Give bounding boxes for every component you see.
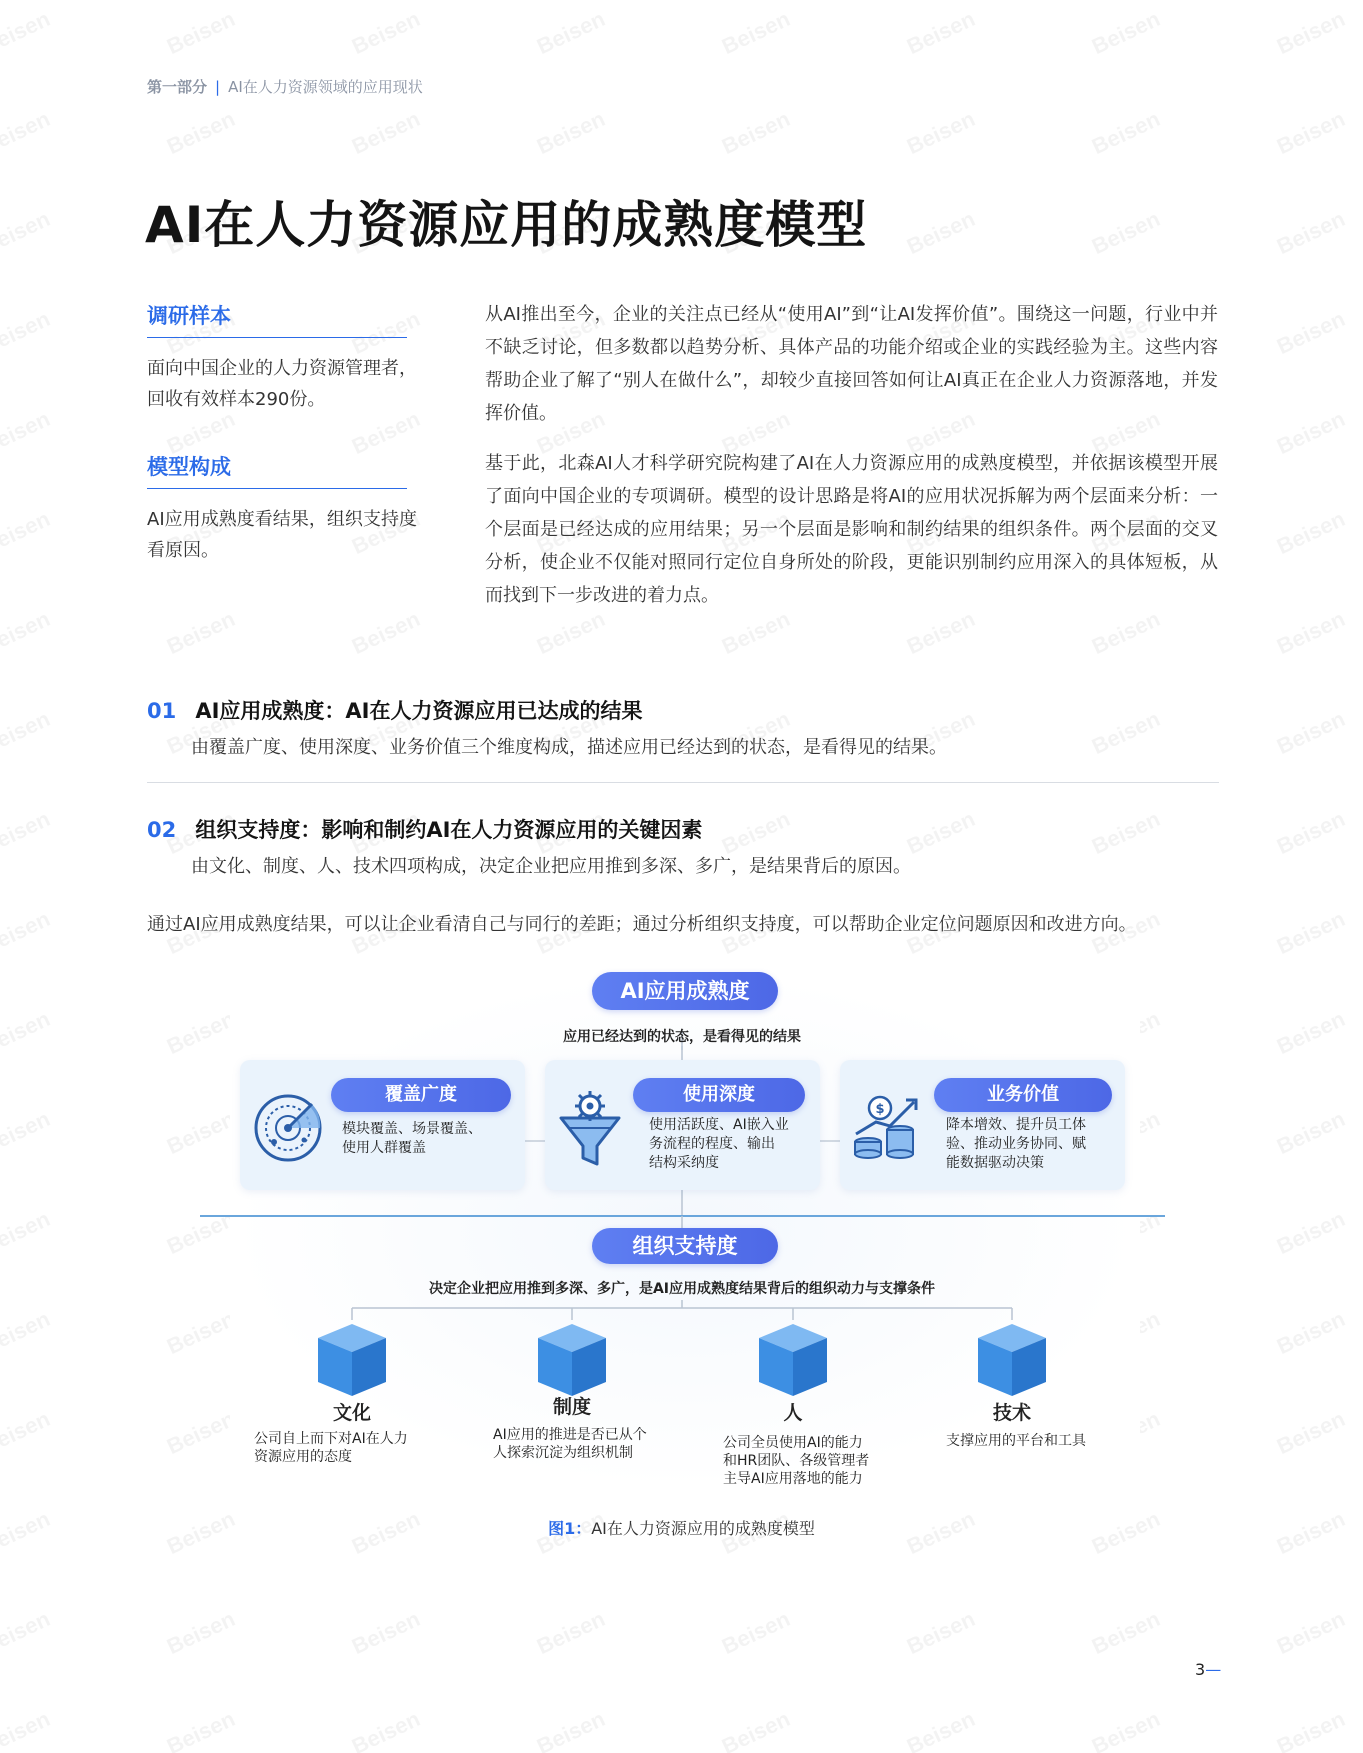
watermark-logo (533, 6, 609, 60)
watermark-logo (0, 206, 54, 260)
card-line: 使用活跃度、AI嵌入业 (649, 1117, 789, 1133)
watermark-logo (1273, 1706, 1349, 1753)
card-text (649, 1116, 789, 1173)
watermark-logo (1088, 1606, 1164, 1660)
figure-label: 图1： (548, 1519, 592, 1538)
pillar-line: 人探索沉淀为组织机制 (493, 1445, 633, 1461)
pillar-line: AI应用的推进是否已从个 (493, 1427, 647, 1443)
ai-maturity-pill: AI应用成熟度 (592, 972, 778, 1010)
breadcrumb-divider: | (215, 78, 221, 96)
sidebar-divider (147, 488, 407, 489)
watermark-logo (1273, 206, 1349, 260)
card-title: 使用深度 (633, 1078, 805, 1112)
watermark-logo (348, 106, 424, 160)
cube-icon (972, 1320, 1052, 1400)
watermark-logo (163, 606, 239, 660)
watermark-logo (0, 806, 54, 860)
watermark-logo (533, 1706, 609, 1753)
summary-text: 通过AI应用成熟度结果，可以让企业看清自己与同行的差距；通过分析组织支持度，可以帮助企业定位问题原因和改进方向。 (147, 914, 1137, 935)
watermark-logo (533, 106, 609, 160)
watermark-logo (0, 506, 54, 560)
watermark-logo (1273, 1606, 1349, 1660)
card-value (840, 1060, 1125, 1190)
section-title: AI应用成熟度：AI在人力资源应用已达成的结果 (195, 699, 643, 723)
pillar-title: 制度 (552, 1396, 591, 1418)
card-line: 降本增效、提升员工体 (946, 1117, 1086, 1133)
org-support-pill: 组织支持度 (592, 1228, 778, 1264)
sidebar-heading-sample: 调研样本 (147, 304, 231, 328)
watermark-logo (0, 106, 54, 160)
ai-maturity-caption: 应用已经达到的状态，是看得见的结果 (563, 1029, 801, 1045)
watermark-logo (1273, 806, 1349, 860)
pillar-line: 资源应用的态度 (254, 1449, 352, 1465)
pillar-line: 和HR团队、各级管理者 (723, 1453, 870, 1469)
watermark-logo (1088, 1706, 1164, 1753)
sidebar-text-model: AI应用成熟度看结果，组织支持度看原因。 (147, 509, 417, 561)
watermark-logo (1273, 906, 1349, 960)
card-depth (545, 1060, 820, 1190)
watermark-logo (903, 1606, 979, 1660)
watermark-logo (163, 6, 239, 60)
watermark-logo (1273, 406, 1349, 460)
watermark-logo (1273, 106, 1349, 160)
card-title: 覆盖广度 (331, 1078, 511, 1112)
watermark-logo (348, 1706, 424, 1753)
pillar-title: 人 (783, 1402, 803, 1424)
watermark-logo (533, 606, 609, 660)
page-number-value: 3 (1195, 1660, 1206, 1679)
watermark-logo (0, 606, 54, 660)
watermark-logo (0, 6, 54, 60)
card-line: 使用人群覆盖 (342, 1140, 426, 1156)
section-title: 组织支持度：影响和制约AI在人力资源应用的关键因素 (195, 818, 703, 842)
section-number: 02 (147, 818, 177, 842)
breadcrumb-title: AI在人力资源领域的应用现状 (228, 78, 423, 96)
section-02 (147, 814, 702, 844)
watermark-logo (718, 1606, 794, 1660)
pillar-title: 文化 (332, 1402, 371, 1424)
section-description: 由文化、制度、人、技术四项构成，决定企业把应用推到多深、多广，是结果背后的原因。 (191, 856, 911, 877)
cube-icon (753, 1320, 833, 1400)
pillar-line: 公司自上而下对AI在人力 (254, 1431, 408, 1447)
watermark-logo (1088, 706, 1164, 760)
section-01 (147, 695, 642, 725)
watermark-logo (0, 706, 54, 760)
watermark-logo (903, 1706, 979, 1753)
card-line: 务流程的程度、输出 (649, 1136, 775, 1152)
watermark-logo (1088, 606, 1164, 660)
pillar-line: 主导AI应用落地的能力 (723, 1471, 863, 1487)
watermark-logo (1273, 706, 1349, 760)
maturity-model-diagram (0, 960, 1363, 1500)
breadcrumb (147, 76, 423, 97)
sidebar-heading-model: 模型构成 (147, 455, 231, 479)
watermark-logo (0, 906, 54, 960)
section-number: 01 (147, 699, 177, 723)
sidebar-text-sample: 面向中国企业的人力资源管理者，回收有效样本290份。 (147, 358, 417, 410)
watermark-logo (718, 606, 794, 660)
card-coverage (240, 1060, 525, 1190)
watermark-logo (0, 1606, 54, 1660)
watermark-logo (348, 306, 424, 360)
cube-icon (532, 1320, 612, 1400)
sidebar-divider (147, 337, 407, 338)
watermark-logo (903, 806, 979, 860)
pillar-description (723, 1434, 869, 1488)
card-text (946, 1116, 1086, 1173)
card-line: 模块覆盖、场景覆盖、 (342, 1121, 482, 1137)
watermark-logo (0, 306, 54, 360)
pillar-description (946, 1432, 1086, 1450)
coins-growth-icon (850, 1092, 922, 1162)
watermark-logo (0, 1706, 54, 1753)
watermark-logo (1088, 6, 1164, 60)
watermark-logo (163, 106, 239, 160)
svg-text:$: $ (875, 1102, 885, 1117)
watermark-logo (1088, 206, 1164, 260)
watermark-logo (903, 206, 979, 260)
body-paragraph: 从AI推出至今，企业的关注点已经从“使用AI”到“让AI发挥价值”。围绕这一问题，行业中并不缺乏讨论，但多数都以趋势分析、具体产品的功能介绍或企业的实践经验为主。这些内容帮助企业了解了“别人在做什么”，却较少直接回答如何让AI真正在企业人力资源落地，并发挥价值。 (485, 304, 1218, 424)
pillar-description (493, 1426, 647, 1462)
pillar-line: 支撑应用的平台和工具 (946, 1433, 1086, 1449)
section-description: 由覆盖广度、使用深度、业务价值三个维度构成，描述应用已经达到的状态，是看得见的结果。 (191, 737, 947, 758)
pillar-description (254, 1430, 408, 1466)
watermark-logo (1088, 806, 1164, 860)
body-paragraph: 基于此，北森AI人才科学研究院构建了AI在人力资源应用的成熟度模型，并依据该模型开展了面向中国企业的专项调研。模型的设计思路是将AI的应用状况拆解为两个层面来分析：一个层面是已经达成的应用结果；另一个层面是影响和制约结果的组织条件。两个层面的交叉分析，使企业不仅能对照同行定位自身所处的阶段，更能识别制约应用深入的具体短板，从而找到下一步改进的着力点。 (485, 453, 1218, 606)
watermark-logo (163, 1606, 239, 1660)
watermark-logo (1273, 506, 1349, 560)
watermark-logo (1273, 306, 1349, 360)
card-line: 验、推动业务协同、赋 (946, 1136, 1086, 1152)
watermark-logo (903, 6, 979, 60)
page-title: AI在人力资源应用的成熟度模型 (145, 196, 868, 254)
watermark-logo (1088, 106, 1164, 160)
watermark-logo (348, 6, 424, 60)
watermark-logo (718, 6, 794, 60)
figure-caption (0, 1516, 1363, 1539)
watermark-logo (348, 606, 424, 660)
pillar-title: 技术 (992, 1402, 1031, 1424)
watermark-logo (903, 106, 979, 160)
breadcrumb-section: 第一部分 (147, 78, 208, 96)
pillar-line: 公司全员使用AI的能力 (723, 1435, 863, 1451)
org-support-caption: 决定企业把应用推到多深、多广，是AI应用成熟度结果背后的组织动力与支撑条件 (428, 1281, 936, 1297)
cube-icon (312, 1320, 392, 1400)
watermark-logo (718, 1706, 794, 1753)
watermark-logo (1273, 6, 1349, 60)
watermark-logo (163, 1706, 239, 1753)
card-line: 能数据驱动决策 (946, 1155, 1044, 1171)
funnel-gear-icon (555, 1088, 625, 1170)
card-line: 结构采纳度 (649, 1155, 719, 1171)
watermark-logo (348, 1606, 424, 1660)
card-title: 业务价值 (934, 1078, 1112, 1112)
card-text (342, 1120, 482, 1158)
watermark-logo (0, 406, 54, 460)
figure-caption-text: AI在人力资源应用的成熟度模型 (591, 1519, 815, 1538)
radar-icon (250, 1090, 326, 1166)
watermark-logo (903, 606, 979, 660)
watermark-logo (1273, 606, 1349, 660)
page-number: 3— (1195, 1660, 1222, 1679)
section-divider (147, 782, 1219, 783)
watermark-logo (718, 106, 794, 160)
watermark-logo (533, 1606, 609, 1660)
